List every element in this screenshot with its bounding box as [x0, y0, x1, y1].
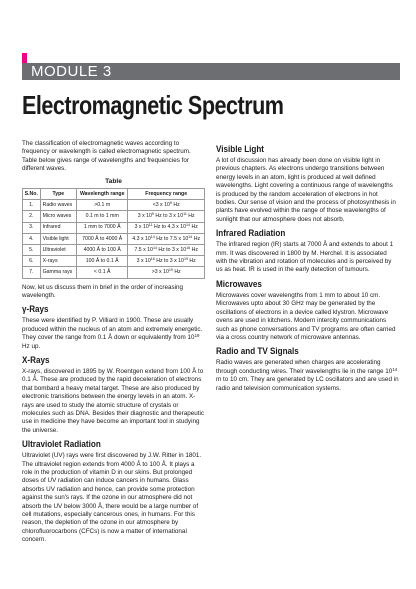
freq-mid: Hz to 3 x 10 — [156, 246, 187, 253]
cell-frequency — [128, 222, 205, 233]
freq-unit: Hz — [190, 224, 198, 231]
uv-paragraph: Ultraviolet (UV) rays were first discovered by J.W. Ritter in 1801. The ultraviolet region extends from 4000 Å to 100 Å. It plays a role in the production of vitamin D in our skins. But prolonged doses of UV radiation can induce cancers in humans. Glass absorbs UV radiation and hence, can provide some protection against the sun's rays. If the ozone in our atmosphere did not absorb the UV below 3000 Å, there would be a large number of cell mutations, especially cancerous ones, in humans. For this reason, the depletion of the ozone in our atmosphere by chlorofluorocarbons (CFCs) is now a matter of international concern. — [22, 452, 202, 544]
freq-exponent-2: 14 — [188, 234, 193, 239]
cell-type: Micro waves — [40, 211, 76, 222]
cell-wavelength: 100 Å to 0.1 Å — [77, 256, 128, 267]
table-row — [23, 244, 205, 255]
table-row — [23, 256, 205, 267]
freq-base: >3 x 10 — [151, 269, 169, 276]
radio-paragraph: Radio waves are generated when charges are accelerating through conducting wires. Their wavelengths lie in the range $10^{14}$ m to 10 cm. They are generated by LC oscillators and are used in radio and television communication systems. — [216, 359, 399, 392]
freq-mid: Hz to 3 x 10 — [153, 213, 184, 220]
freq-base: 7.5 x 10 — [134, 246, 153, 253]
freq-base: <3 x 10 — [152, 202, 170, 209]
freq-unit: Hz — [186, 213, 195, 220]
freq-mid: Hz to 4.3 x 10 — [152, 224, 186, 231]
freq-exponent-2: 11 — [183, 212, 187, 217]
header-type: Type — [40, 189, 76, 200]
right-column — [216, 140, 399, 397]
visible-heading: Visible Light — [216, 144, 265, 154]
cell-sno: 7. — [23, 267, 41, 278]
microwaves-paragraph: Microwaves cover wavelengths from 1 mm to about 10 cm. Microwaves upto about 30 GHz may be generated by the oscillations of electrons in a device called klystron. Microwave ovens are used in kitchens. Modern intercity communications such as phone conversations and TV programs are often carried via a cross country network of microwave antennas. — [216, 291, 396, 341]
microwaves-heading: Microwaves — [216, 278, 262, 289]
cell-type: Visible light — [40, 233, 76, 244]
table-row — [23, 211, 205, 222]
cell-wavelength: 4000 Å to 100 Å — [77, 244, 128, 255]
module-banner — [22, 63, 400, 80]
table-row — [23, 267, 205, 278]
freq-exponent: 14 — [152, 245, 157, 250]
table-caption: Table — [105, 177, 122, 185]
cell-wavelength: >0.1 m — [77, 200, 128, 211]
cell-wavelength: 7000 Å to 4000 Å — [77, 233, 128, 244]
table-row — [23, 233, 205, 244]
cell-sno: 5. — [23, 244, 41, 255]
freq-unit: Hz — [190, 246, 198, 253]
freq-exponent: 11 — [148, 223, 153, 228]
cell-frequency — [128, 256, 205, 267]
freq-exponent: 9 — [151, 212, 154, 217]
visible-paragraph: A lot of discussion has already been done on visible light in previous chapters. As electrons undergo transitions between energy levels in an atom, light is produced at well defined wavelengths. Light covering a continuous range of wavelengths is produced by the random acceleration of electrons in hot bodies. Our sense of vision and the process of photosynthesis in plants have evolved within the range of those wavelengths of sunlight that our atmosphere does not absorb. — [216, 157, 396, 223]
freq-mid: Hz to 3 x 10 — [154, 257, 184, 264]
cell-type: Ultraviolet — [40, 244, 76, 255]
freq-base: 4.3 x 10 — [132, 235, 151, 242]
freq-base: 3 x 10 — [137, 213, 152, 220]
cell-frequency — [128, 211, 205, 222]
table-header-row — [23, 189, 205, 200]
freq-unit: Hz — [172, 269, 181, 276]
xrays-paragraph: X-rays, discovered in 1895 by W. Roentgen extend from 100 Å to 0.1 Å. These are produced by the rapid deceleration of electrons that bombard a heavy metal target. These are also produced by electronic transitions between the energy levels in an atom. X-rays are used to study the atomic structure of crystals or molecules such as DNA. Besides their diagnostic and therapeutic use in medicine they have become an important tool in studying the universe. — [22, 367, 205, 434]
freq-exponent-2: 16 — [186, 245, 191, 250]
freq-exponent: 9 — [169, 201, 172, 206]
intro-paragraph: The classification of electromagnetic waves according to frequency or wavelength is called electromagnetic spectrum. Table below gives range of wavelengths and frequencies for different waves. — [22, 140, 191, 173]
cell-sno: 1. — [23, 200, 41, 211]
freq-unit: Hz — [187, 257, 196, 264]
infrared-paragraph: The infrared region (IR) starts at 7000 Å and extends to about 1 mm. It was discovered in 1800 by M. Herchel. It is associated with the vibration and rotation of molecules and is perceived by us as heat. IR is used in the early detection of tumours. — [216, 241, 394, 274]
cell-sno: 6. — [23, 256, 41, 267]
left-column — [22, 140, 205, 549]
cell-frequency — [128, 233, 205, 244]
spectrum-table-body — [23, 200, 205, 278]
freq-exponent: 19 — [168, 268, 173, 273]
uv-heading: Ultraviolet Radiation — [22, 439, 101, 450]
page-title: Electromagnetic Spectrum — [22, 90, 284, 120]
radio-heading: Radio and TV Signals — [216, 346, 299, 357]
cell-sno: 4. — [23, 233, 41, 244]
gamma-paragraph: These were identified by P. Villiard in 1900. These are usually produced within the nucleus of an atom and extremely energetic. They cover the range from 0.1 Å down or equivalently from $10^{19}$ Hz up. — [22, 317, 203, 350]
freq-exponent-2: 19 — [183, 256, 188, 261]
cell-wavelength: 1 mm to 7000 Å — [77, 222, 128, 233]
header-sno: S.No. — [23, 189, 41, 200]
after-table-paragraph: Now, let us discuss them in brief in the order of increasing wavelength. — [22, 283, 183, 299]
cell-type: X-rays — [40, 256, 76, 267]
spectrum-table — [22, 188, 205, 279]
freq-exponent: 14 — [150, 234, 155, 239]
cell-type: Radio waves — [40, 200, 76, 211]
gamma-heading: γ-Rays — [22, 304, 49, 315]
table-row — [23, 200, 205, 211]
cell-frequency — [128, 244, 205, 255]
freq-mid: Hz to 7.5 x 10 — [154, 235, 189, 242]
header-wavelength: Wavelength range — [77, 189, 128, 200]
cell-frequency — [128, 267, 205, 278]
table-row — [23, 222, 205, 233]
freq-base: 3 x 10 — [136, 257, 151, 264]
freq-exponent-2: 14 — [185, 223, 191, 228]
module-label: MODULE 3 — [31, 63, 112, 80]
cell-sno: 3. — [23, 222, 41, 233]
cell-type: Gamma rays — [40, 267, 76, 278]
freq-unit: Hz — [192, 235, 201, 242]
cell-wavelength: 0.1 m to 1 mm — [77, 211, 128, 222]
cell-frequency — [128, 200, 205, 211]
cell-sno: 2. — [23, 211, 41, 222]
cell-type: Infrared — [40, 222, 76, 233]
freq-unit: Hz — [171, 202, 180, 209]
xrays-heading: X-Rays — [22, 354, 50, 365]
freq-exponent: 16 — [150, 256, 155, 261]
header-frequency: Frequency range — [128, 189, 205, 200]
freq-base: 3 x 10 — [134, 224, 149, 231]
cell-wavelength: < 0.1 Å — [77, 267, 128, 278]
infrared-heading: Infrared Radiation — [216, 228, 286, 239]
